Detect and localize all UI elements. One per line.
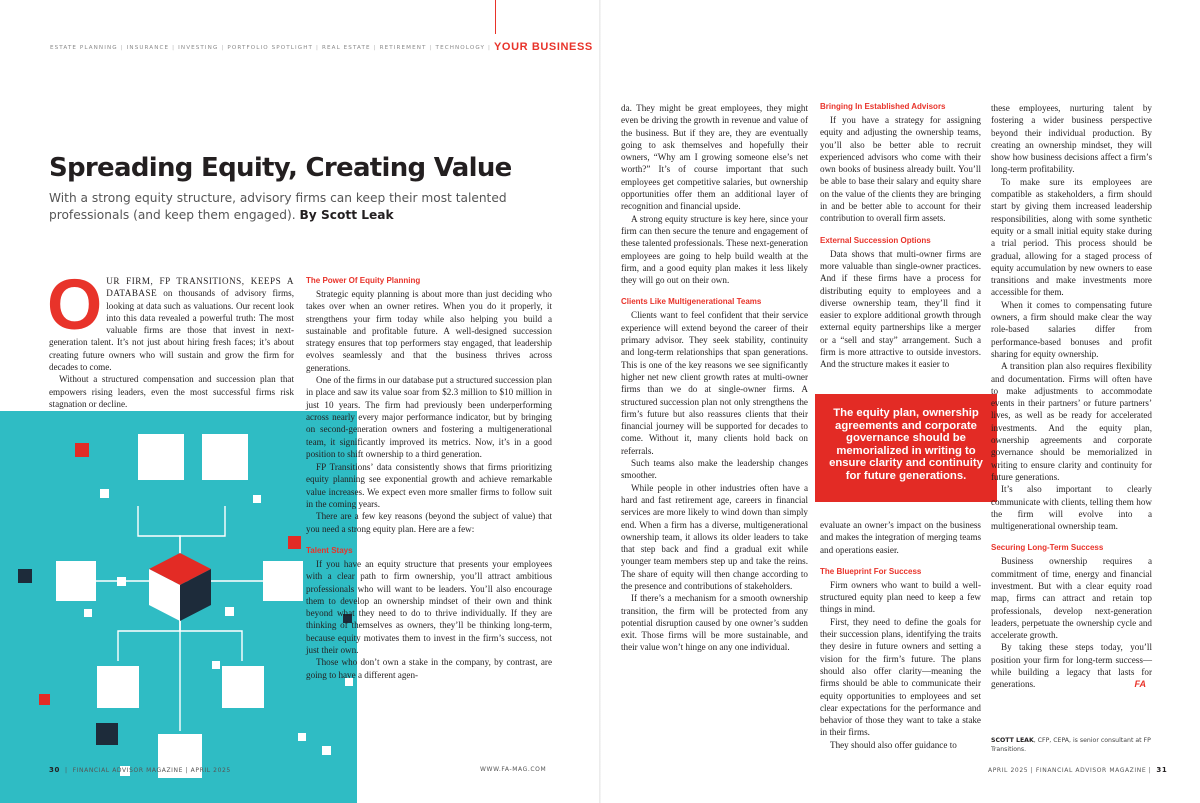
body-paragraph: If you have an equity structure that presents your employees with a clear path to firm ownership, you’ll attract ambitious professionals who will want to be leaders. You’ll also encourage them to develop an ownership mindset of their own and think beyond what they need to do to thrive individually. If they are thinking of themselves as owners, they’ll be thinking long-term, because equity motivates them to invest in the firm’s success, not just their own. (306, 558, 552, 656)
body-paragraph: Those who don’t own a stake in the company, by contrast, are going to have a different agen- (306, 657, 552, 680)
body-paragraph: Data shows that multi-owner firms are more valuable than single-owner practices. And if these firms have a process for distributing equity to employees and a diverse ownership team, they’ll find it easier to explore additional growth through external equity partnerships like a merger or a “sell and stay” arrangement. Such a firm is more attractive to outside investors. And the structure makes it easier to (820, 248, 981, 370)
column-3 (621, 102, 808, 654)
nav-item: INSURANCE (126, 45, 170, 51)
body-paragraph (306, 374, 552, 460)
body-paragraph: If there’s a mechanism for a smooth ownership transition, the firm will be protected from any potential disruption caused by one owner’s sudden exit. Those firms will be more sustainable, and their value won’t hinge on any one individual. (621, 593, 808, 653)
section-nav: ESTATE PLANNING | INSURANCE | INVESTING | PORTFOLIO SPOTLIGHT | REAL ESTATE | RETIREMENT | TECHNOLOGY | YOUR BUSINESS (50, 41, 593, 53)
byline: By Scott Leak (299, 208, 394, 222)
article-headline: Spreading Equity, Creating Value (49, 153, 512, 183)
body-text: One of the firms in our database put a structured succession plan in place and saw its value soar from $2.3 million to $10 million in just 10 years. The firm had previously been underperforming across nearly every major performance indicator, but by bringing on second-generation owners and fostering a multigenerational team, it significantly improved its metrics. Now, it’s in a good position to shift ownership to a third generation. (306, 375, 552, 459)
nav-item: INVESTING (178, 45, 219, 51)
nav-item: PORTFOLIO SPOTLIGHT (227, 45, 314, 51)
body-paragraph: Clients want to feel confident that their service experience will extend beyond the career of their primary advisor. They seek stability, continuity and long-term relationships that span generations. This is one of the key reasons we see significantly higher net new client growth rates at multi-owner firms than we do at single-owner firms. A structured succession plan not only strengthens the firm’s future but also reassures clients that their financial journey will be supported for decades to come. Without it, many clients hold back on referrals. (621, 310, 808, 456)
body-paragraph: A transition plan also requires flexibility and documentation. Firms will often have to make adjustments to accommodate events in their partners’ or future partners’ lives, as well as be ready for accelerated investments. And the equity plan, ownership agreements and corporate governance should be memorialized in writing to ensure clarity and continuity for future generations. (991, 361, 1152, 482)
pull-quote: The equity plan, ownership agreements and corporate governance should be memorialized in writing to ensure clarity and continuity for future generations. (815, 394, 997, 502)
top-rule (495, 0, 496, 34)
body-paragraph: When it comes to compensating future owners, a firm should make clear the way role-based salaries differ from performance-based bonuses and profit sharing for equity ownership. (991, 299, 1152, 359)
page-number-left: 30 (49, 766, 60, 774)
body-paragraph: While people in other industries often have a hard and fast retirement age, careers in financial services are more likely to wind down than simply end. When a firm has a diverse, multigenerational ownership team, it allows its older leaders to take that step back and find a gradual exit while younger team members step up and take the reins. The share of equity will then change according to the presence and contributions of stakeholders. (621, 482, 808, 591)
body-paragraph: They should also offer guidance to (830, 739, 957, 750)
column-5 (991, 102, 1152, 691)
right-folio (988, 766, 1167, 774)
nav-item: ESTATE PLANNING (50, 45, 118, 51)
body-paragraph: Such teams also make the leadership changes smoother. (621, 458, 808, 481)
nav-item: TECHNOLOGY (435, 45, 485, 51)
lead-text: on thousands of advisory firms, looking at data such as valuations. Our recent look into this data revealed a powerful truth: The most valuable firms are those that invest in next-generation talent. It’s not just about hiring fresh faces; it’s about creating future owners who will sustain and grow the firm for decades to come. (49, 288, 294, 373)
body-paragraph (991, 641, 1152, 690)
body-paragraph: Strategic equity planning is about more than just deciding who takes over when an owner retires. When you do it properly, it strengthens your firm today while also helping you build a sustainable and profitable future. A well-designed succession strategy ensures that top performers stay engaged, that leadership evolves seamlessly and that the business thrives across generations. (306, 289, 552, 373)
end-mark-logo: FA (1134, 679, 1146, 690)
article-dek (49, 190, 509, 224)
drop-cap: O (47, 266, 103, 345)
body-paragraph: There are a few key reasons (beyond the subject of value) that you need a strong equity plan. Here are a few: (306, 511, 552, 534)
network-cube-graphic (0, 411, 357, 803)
subhead: Clients Like Multigenerational Teams (621, 297, 762, 307)
body-text: By taking these steps today, you’ll position your firm for long-term success—while building a legacy that lasts for generations. (991, 642, 1152, 690)
column-1 (47, 266, 294, 410)
subhead: Securing Long-Term Success (991, 543, 1104, 553)
subhead: Bringing In Established Advisors (820, 102, 946, 111)
folio-text-right: APRIL 2025 | FINANCIAL ADVISOR MAGAZINE | (988, 767, 1152, 774)
body-paragraph: Firm owners who want to build a well-structured equity plan need to keep a few things in mind. (820, 579, 981, 615)
page-number-right: 31 (1156, 766, 1168, 774)
left-folio: 30 | FINANCIAL ADVISOR MAGAZINE | APRIL 2025 (49, 766, 231, 774)
body-paragraph: If you have a strategy for assigning equity and adjusting the ownership teams, you’ll also be better able to recruit experienced advisors who come with their own books of business already built. You’ll be able to base their salary and equity share on the value of the clients they are bringing in and be better able to account for their contribution to overall firm assets. (820, 115, 981, 224)
body-paragraph: FP Transitions’ data consistently shows that firms prioritizing equity planning see exponential growth and achieve remarkable value increases. We expect even more smaller firms to follow suit in the coming years. (306, 462, 552, 510)
body-paragraph: Without a structured compensation and succession plan that empowers rising leaders, even the most successful firms risk stagnation or decline. (49, 374, 294, 409)
bio-text: , CFP, CEPA, is senior consultant at FP Transitions. (991, 737, 1151, 753)
folio-url (480, 766, 546, 773)
body-paragraph: evaluate an owner’s impact on the business and makes the integration of merging teams and operations easier. (820, 520, 981, 555)
subhead: The Power Of Equity Planning (306, 276, 421, 285)
subhead: Talent Stays (306, 545, 353, 555)
column-2 (306, 276, 552, 681)
body-paragraph: these employees, nurturing talent by fostering a wider business perspective beyond their individual production. By creating an ownership mindset, they will show how business decisions affect a firm’s long-term profitability. (991, 103, 1152, 175)
nav-current-section: YOUR BUSINESS (494, 41, 593, 53)
lead-smallcaps: UR FIRM, FP TRANSITIONS, KEEPS A DATABASE (106, 276, 294, 299)
bio-name: SCOTT LEAK (991, 737, 1034, 744)
lead-paragraph (47, 266, 294, 373)
column-4-bottom (820, 519, 981, 751)
body-paragraph: da. They might be great employees, they might even be driving the growth in revenue and value of the business. But if they are, they are eventually going to ask themselves and hopefully their owners, “Why am I growing someone else’s net worth?” It’s of course important that such employees get competitive salaries, but ownership opportunities offer them an additional layer of recognition and financial upside. (621, 103, 808, 212)
author-bio (991, 737, 1151, 754)
page-gutter (599, 0, 601, 803)
body-paragraph: First, they need to define the goals for their succession plans, identifying the traits they desire in future owners and setting a vision for the firm’s future. The plans should also offer clarity—meaning the firms should be able to communicate their equity opportunities to employees and set clear expectations for the performance and behavior of those they want to take a stake in their firms. (820, 616, 981, 738)
subhead: External Succession Options (820, 235, 931, 245)
column-4-top (820, 102, 981, 371)
body-paragraph: To make sure its employees are compatible as stakeholders, a firm should start by giving them increased leadership responsibilities, along with some synthetic equity or a small initial equity stake during a trial period. This process should be gradual, allowing for a staged process of equity accumulation by new owners to ease transitions and make investments more accessible for them. (991, 176, 1152, 298)
body-paragraph: A strong equity structure is key here, since your firm can then secure the tenure and engagement of these talented professionals. These next-generation employees are going to help build wealth at the firm, and a good equity plan makes it less likely they will go out on their own. (621, 213, 808, 286)
body-paragraph: Business ownership requires a commitment of time, energy and financial investment. But with a clear equity road map, firms can attract and retain top professionals, develop next-generation leaders, perpetuate the ownership cycle and accelerate growth. (991, 556, 1152, 641)
folio-text-left: FINANCIAL ADVISOR MAGAZINE | APRIL 2025 (72, 767, 231, 774)
equity-illustration (0, 411, 357, 803)
magazine-url: WWW.FA-MAG.COM (480, 766, 547, 773)
nav-item: RETIREMENT (379, 45, 427, 51)
nav-item: REAL ESTATE (322, 45, 371, 51)
dek-text: With a strong equity structure, advisory firms can keep their most talented professionals (and keep them engaged). (49, 191, 507, 222)
body-paragraph: It’s also important to clearly communicate with clients, telling them how the firm will evolve into a multigenerational ownership team. (991, 484, 1152, 532)
subhead: The Blueprint For Success (820, 566, 922, 576)
